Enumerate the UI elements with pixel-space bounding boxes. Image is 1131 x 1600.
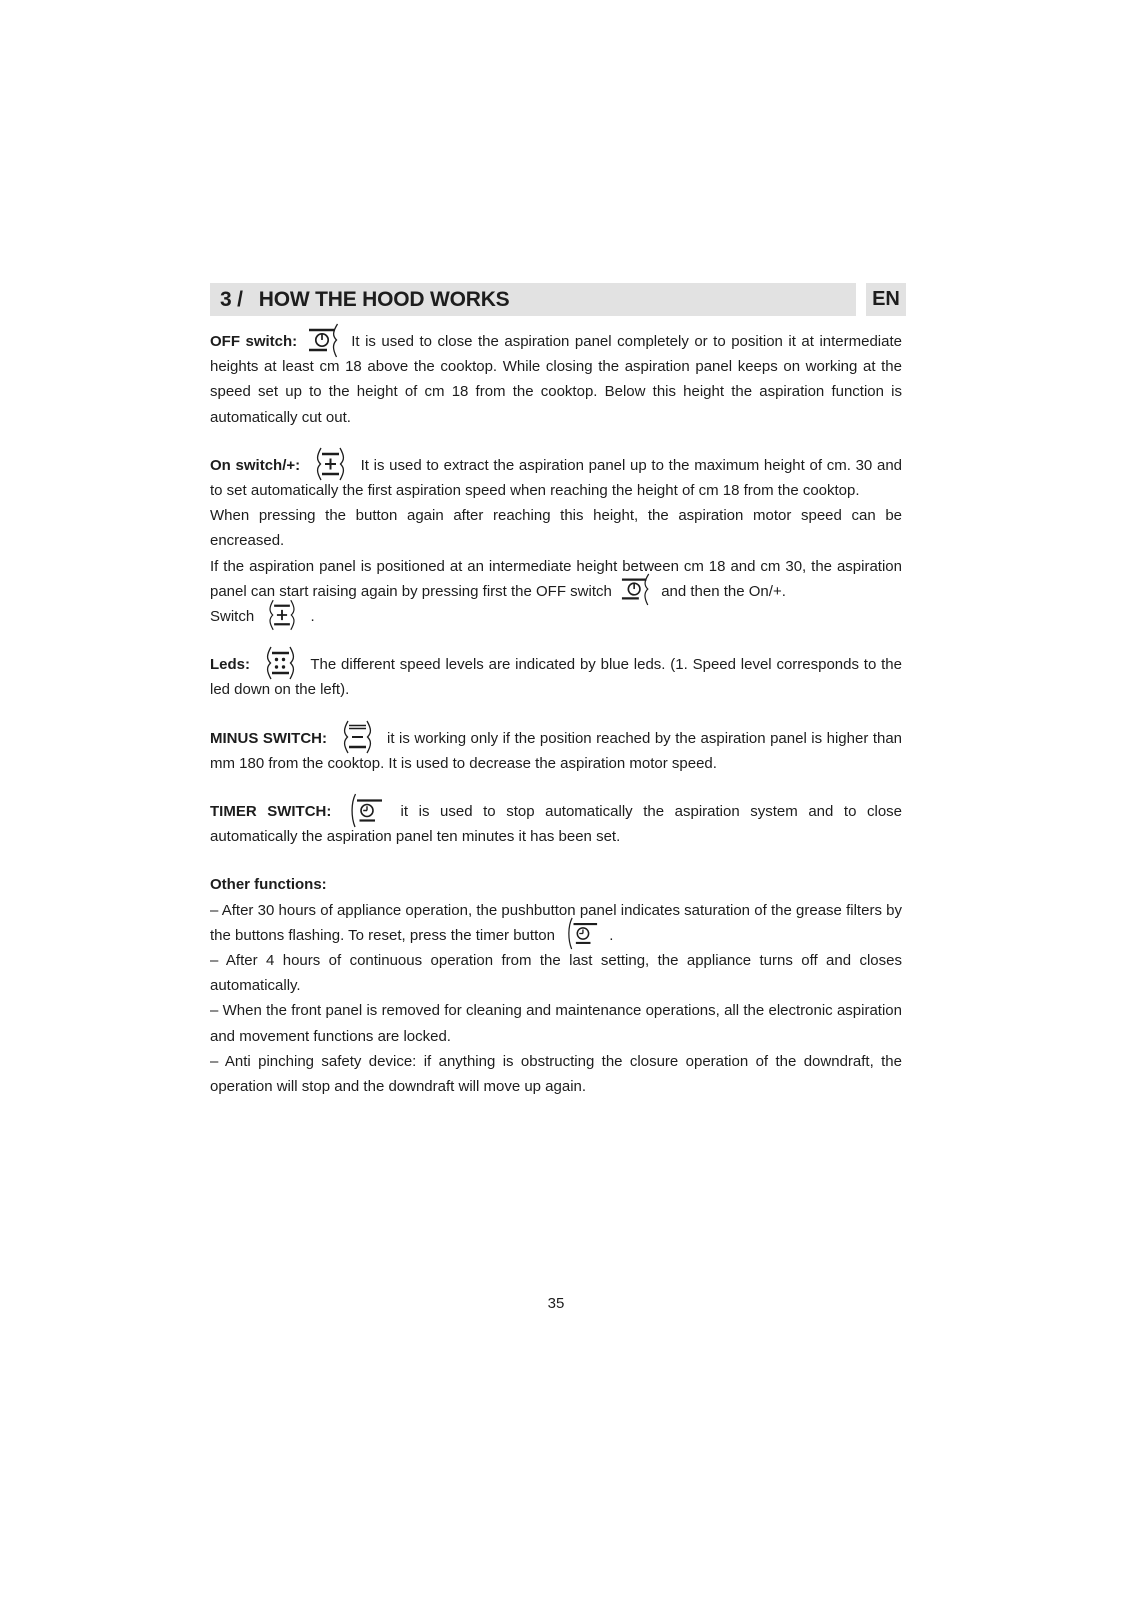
bullet-panel-removed: – When the front panel is removed for cleaning and maintenance operations, all the electronic aspiration and movement functions are locked. (210, 1002, 902, 1045)
leds-lead: Leds: (210, 656, 251, 674)
plus-switch-inline-icon (263, 599, 301, 631)
bullet-auto-off: – After 4 hours of continuous operation from the last setting, the appliance turns off and closes automatically. (210, 952, 902, 995)
section-header-row (210, 283, 914, 316)
bullet-grease-filters: – After 30 hours of appliance operation, the pushbutton panel indicates saturation of the grease filters by the buttons flashing. To reset, press the timer button . (210, 898, 902, 948)
on-switch-lead: On switch/+: (210, 456, 301, 474)
on-switch-text-4: Switch . (210, 604, 902, 629)
minus-switch-paragraph (210, 726, 902, 776)
power-switch-icon (308, 323, 341, 358)
on-switch-text-3: If the aspiration panel is positioned at an intermediate height between cm 18 and cm 30, the aspiration panel can start raising again by pressing first the OFF switch and then the On/+. (210, 554, 902, 604)
timer-switch-text: it is used to stop automatically the aspiration system and to close automatically the aspiration panel ten minutes it has been set. (210, 803, 903, 846)
on-switch-text-1: It is used to extract the aspiration panel up to the maximum height of cm. 30 and to set automatically the first aspiration speed when reaching the height of cm 18 from the cooktop. (210, 456, 903, 500)
body-text (210, 329, 902, 1122)
other-functions-section (210, 872, 902, 1099)
power-switch-inline-icon (621, 573, 652, 606)
off-switch-lead: OFF switch: (210, 333, 298, 350)
section-number: 3 / (220, 287, 243, 311)
language-badge: EN (866, 283, 906, 316)
leds-paragraph (210, 652, 902, 702)
off-switch-paragraph (210, 329, 902, 430)
page-number: 35 (547, 1295, 565, 1312)
minus-switch-lead: MINUS SWITCH: (210, 729, 327, 747)
minus-switch-icon (337, 720, 378, 754)
timer-button-inline-icon (564, 917, 600, 950)
timer-switch-icon (347, 793, 385, 828)
leds-indicator-icon (260, 646, 301, 680)
section-header (210, 283, 856, 316)
on-plus-switch-icon (310, 447, 351, 481)
on-switch-text-2: When pressing the button again after reaching this height, the aspiration motor speed can be encreased. (210, 507, 902, 550)
leds-text: The different speed levels are indicated by blue leds. (1. Speed level corresponds to the led down on the left). (210, 656, 902, 699)
on-switch-paragraph (210, 453, 902, 629)
minus-switch-text: it is working only if the position reached by the aspiration panel is higher than mm 180 from the cooktop. It is used to decrease the aspiration motor speed. (210, 729, 903, 772)
other-functions-heading: Other functions: (210, 876, 327, 894)
timer-switch-lead: TIMER SWITCH: (210, 803, 332, 821)
section-title: HOW THE HOOD WORKS (258, 287, 510, 311)
off-switch-text: It is used to close the aspiration panel completely or to position it at intermediate heights at least cm 18 above the cooktop. While closing the aspiration panel keeps on working at the speed set up to the height of cm 18 from the cooktop. Below this height the aspiration function is automatically cut out. (210, 333, 902, 426)
bullet-anti-pinching: – Anti pinching safety device: if anything is obstructing the closure operation of the downdraft, the operation will stop and the downdraft will move up again. (210, 1052, 902, 1096)
timer-switch-paragraph (210, 799, 902, 849)
